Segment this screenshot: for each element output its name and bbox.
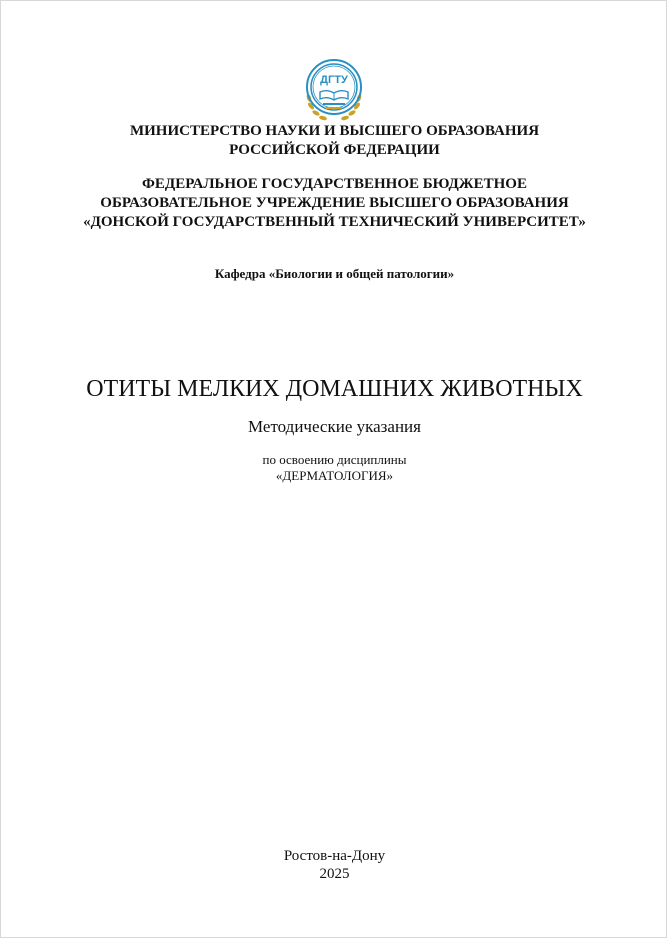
department-label [1, 266, 667, 282]
publication-year: 2025 [319, 866, 350, 882]
institution-line-2: ОБРАЗОВАТЕЛЬНОЕ УЧРЕЖДЕНИЕ ВЫСШЕГО ОБРАЗОВАНИЯ [100, 195, 569, 211]
institution-heading [1, 175, 667, 232]
ministry-heading [1, 122, 667, 160]
department-text: Кафедра «Биологии и общей патологии» [214, 266, 455, 281]
document-subtitle-text: Методические указания [248, 417, 421, 436]
document-title [1, 375, 667, 403]
discipline-line-1: по освоению дисциплины [262, 452, 407, 467]
logo-text: ДГТУ [320, 74, 348, 86]
discipline-info [1, 452, 667, 484]
university-emblem-icon [303, 58, 365, 124]
discipline-line-2: «ДЕРМАТОЛОГИЯ» [275, 468, 394, 483]
ministry-line-1: МИНИСТЕРСТВО НАУКИ И ВЫСШЕГО ОБРАЗОВАНИЯ [129, 123, 540, 139]
institution-line-1: ФЕДЕРАЛЬНОЕ ГОСУДАРСТВЕННОЕ БЮДЖЕТНОЕ [142, 176, 527, 192]
ministry-line-2: РОССИЙСКОЙ ФЕДЕРАЦИИ [229, 142, 440, 158]
publication-city: Ростов-на-Дону [283, 848, 386, 864]
publication-footer [1, 847, 667, 883]
document-title-text: ОТИТЫ МЕЛКИХ ДОМАШНИХ ЖИВОТНЫХ [86, 376, 583, 402]
document-subtitle [1, 416, 667, 437]
institution-line-3: «ДОНСКОЙ ГОСУДАРСТВЕННЫЙ ТЕХНИЧЕСКИЙ УНИВЕРСИТЕТ» [83, 214, 586, 230]
